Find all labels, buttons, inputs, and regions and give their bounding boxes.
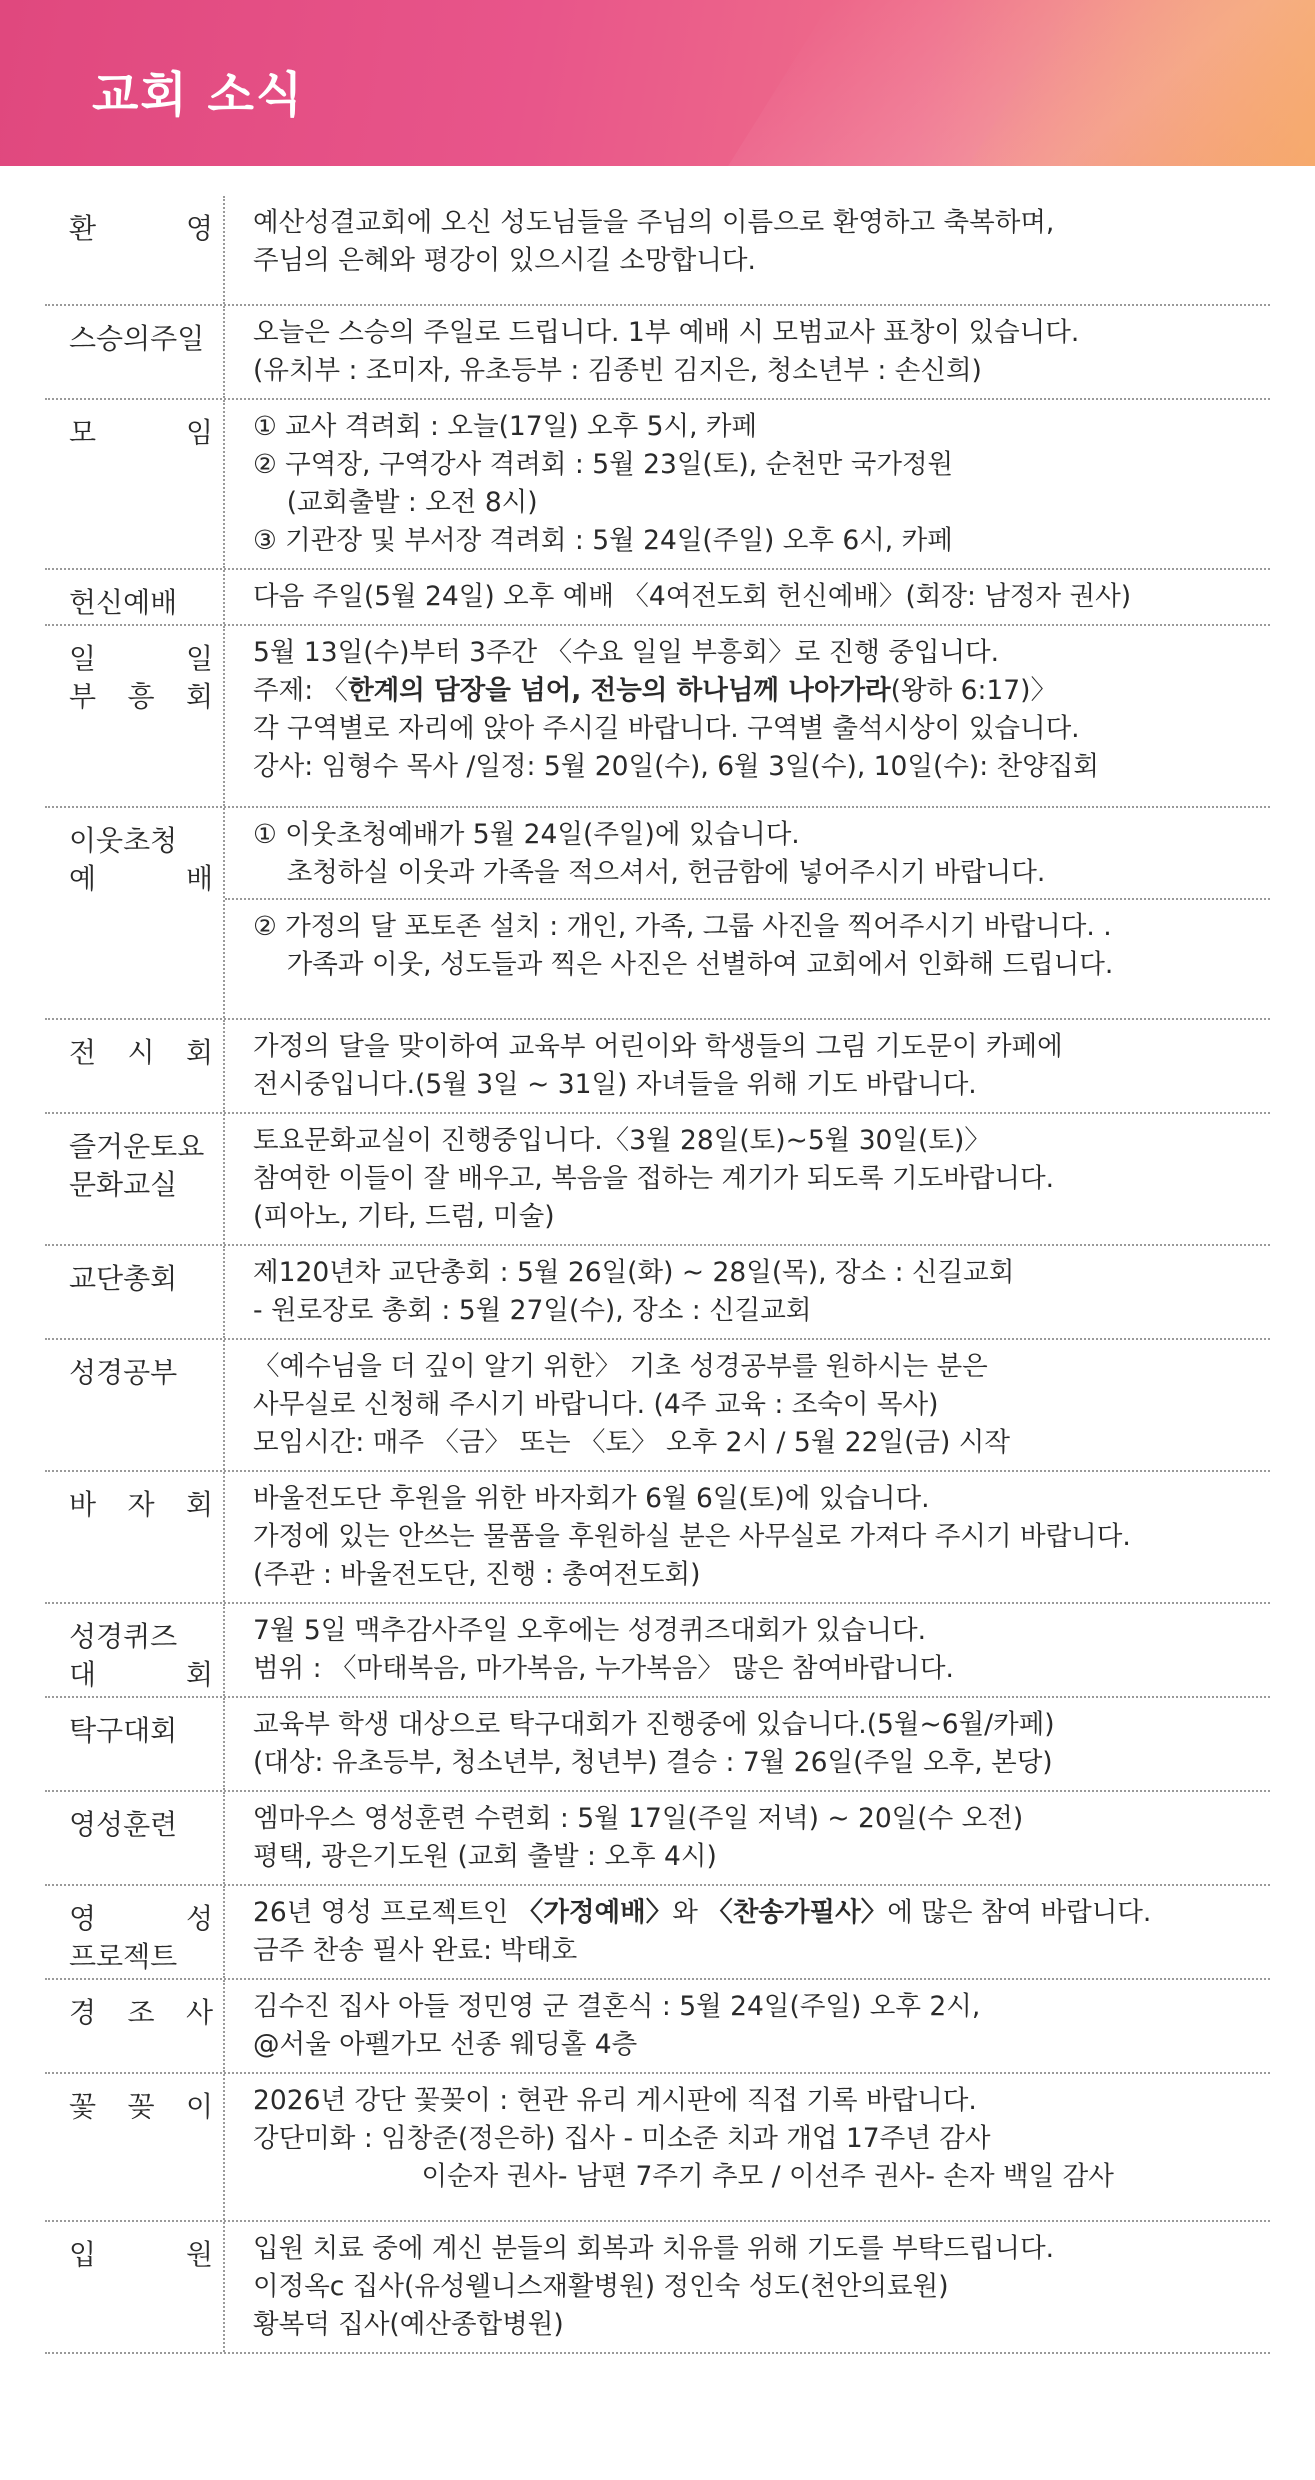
news-line: 제120년차 교단총회 : 5월 26일(화) ~ 28일(목), 장소 : 신길교회 [253,1257,1015,1288]
news-line: 평택, 광은기도원 (교회 출발 : 오후 4시) [253,1841,717,1872]
news-content [225,808,1270,1018]
news-label-line: 입 원 [69,2238,213,2271]
page-header [0,0,1315,166]
news-label [45,1980,225,2072]
news-label-line: 영성훈련 [69,1808,178,1841]
news-segment [253,1254,1270,1330]
news-line: 교육부 학생 대상으로 탁구대회가 진행중에 있습니다.(5월~6월/카페) [253,1709,1055,1740]
news-line: 이순자 권사- 남편 7주기 추모 / 이선주 권사- 손자 백일 감사 [253,2161,1114,2192]
news-line: (교회출발 : 오전 8시) [253,487,538,518]
news-content [225,1020,1270,1112]
news-line: ① 교사 격려회 : 오늘(17일) 오후 5시, 카페 [253,411,758,442]
news-label [45,570,225,624]
news-segment [253,1612,1270,1688]
news-line: 주님의 은혜와 평강이 있으시길 소망합니다. [253,245,756,276]
news-row [45,1980,1270,2074]
news-label-line: 대 회 [69,1658,213,1691]
news-label [45,1246,225,1338]
news-segment [253,314,1270,390]
news-line: 이정옥c 집사(유성웰니스재활병원) 정인숙 성도(천안의료원) [253,2271,949,2302]
news-label [45,400,225,568]
news-line: 범위 : 〈마태복음, 마가복음, 누가복음〉 많은 참여바랍니다. [253,1653,954,1684]
news-label [45,1604,225,1696]
news-segment [253,578,1270,616]
news-label-line: 환 영 [69,212,213,245]
news-label [45,1340,225,1470]
news-line: 강사: 임형수 목사 /일정: 5월 20일(수), 6월 3일(수), 10일(수): 찬양집회 [253,751,1100,782]
news-line: 초청하실 이웃과 가족을 적으셔서, 헌금함에 넣어주시기 바랍니다. [253,857,1046,888]
news-line: - 원로장로 총회 : 5월 27일(수), 장소 : 신길교회 [253,1295,812,1326]
news-content [225,1792,1270,1884]
news-list [45,196,1270,2354]
news-segment [253,408,1270,560]
news-line: 황복덕 집사(예산종합병원) [253,2309,564,2340]
news-label-line: 성경공부 [69,1356,178,1389]
news-content [225,1604,1270,1696]
news-content [225,2222,1270,2352]
news-content [225,306,1270,398]
news-row [45,808,1270,1020]
news-line: 금주 찬송 필사 완료: 박태호 [253,1935,578,1966]
news-label-line: 예 배 [69,862,213,895]
news-line: 7월 5일 맥추감사주일 오후에는 성경퀴즈대회가 있습니다. [253,1615,927,1646]
news-line: (주관 : 바울전도단, 진행 : 총여전도회) [253,1559,701,1590]
news-content [225,570,1270,624]
news-row [45,1020,1270,1114]
news-content [225,1246,1270,1338]
news-row [45,626,1270,808]
news-line: 주제: 〈한계의 담장을 넘어, 전능의 하나님께 나아가라(왕하 6:17)〉 [253,675,1057,706]
news-segment [253,2230,1270,2344]
news-line: 예산성결교회에 오신 성도님들을 주님의 이름으로 환영하고 축복하며, [253,207,1055,238]
news-label [45,2074,225,2220]
news-label-line: 탁구대회 [69,1714,178,1747]
news-line: 모임시간: 매주 〈금〉 또는 〈토〉 오후 2시 / 5월 22일(금) 시작 [253,1427,1010,1458]
news-row [45,306,1270,400]
news-line: 입원 치료 중에 계신 분들의 회복과 치유를 위해 기도를 부탁드립니다. [253,2233,1055,2264]
news-content [225,1886,1270,1978]
news-line: 강단미화 : 임창준(정은하) 집사 - 미소준 치과 개업 17주년 감사 [253,2123,991,2154]
news-row [45,1886,1270,1980]
news-content [225,1472,1270,1602]
news-line: ① 이웃초청예배가 5월 24일(주일)에 있습니다. [253,819,800,850]
news-line: 엠마우스 영성훈련 수련회 : 5월 17일(주일 저녁) ~ 20일(수 오전) [253,1803,1024,1834]
news-row [45,570,1270,626]
news-label-line: 경 조 사 [69,1996,213,2029]
news-segment [253,1706,1270,1782]
news-row [45,1698,1270,1792]
news-segment [253,1894,1270,1970]
news-line: 가정에 있는 안쓰는 물품을 후원하실 분은 사무실로 가져다 주시기 바랍니다. [253,1521,1131,1552]
news-line: @서울 아펠가모 선종 웨딩홀 4층 [253,2029,638,2060]
news-line: 김수진 집사 아들 정민영 군 결혼식 : 5월 24일(주일) 오후 2시, [253,1991,981,2022]
news-segment [253,1348,1270,1462]
news-line: 오늘은 스승의 주일로 드립니다. 1부 예배 시 모범교사 표창이 있습니다. [253,317,1080,348]
news-row [45,1472,1270,1604]
news-line: 사무실로 신청해 주시기 바랍니다. (4주 교육 : 조숙이 목사) [253,1389,939,1420]
news-label-line: 일 일 [69,642,213,675]
news-row [45,1246,1270,1340]
news-label-line: 이웃초청 [69,824,178,857]
news-label [45,1698,225,1790]
news-label-line: 바 자 회 [69,1488,213,1521]
news-content [225,1340,1270,1470]
news-label-line: 모 임 [69,416,213,449]
news-segment [253,1988,1270,2064]
news-line: 다음 주일(5월 24일) 오후 예배 〈4여전도회 헌신예배〉(회장: 남정자 권사) [253,581,1132,612]
news-label [45,1472,225,1602]
news-line: (대상: 유초등부, 청소년부, 청년부) 결승 : 7월 26일(주일 오후, 본당) [253,1747,1053,1778]
news-line: 각 구역별로 자리에 앉아 주시길 바랍니다. 구역별 출석시상이 있습니다. [253,713,1080,744]
news-line: 〈예수님을 더 깊이 알기 위한〉 기초 성경공부를 원하시는 분은 [253,1351,988,1382]
news-segment [253,2082,1270,2196]
news-label [45,808,225,1018]
news-label [45,306,225,398]
page-title: 교회 소식 [92,67,305,123]
news-line: (유치부 : 조미자, 유초등부 : 김종빈 김지은, 청소년부 : 손신희) [253,355,982,386]
news-line: 참여한 이들이 잘 배우고, 복음을 접하는 계기가 되도록 기도바랍니다. [253,1163,1055,1194]
news-row [45,1114,1270,1246]
news-line: (피아노, 기타, 드럼, 미술) [253,1201,555,1232]
news-row [45,2222,1270,2354]
news-content [225,400,1270,568]
news-label [45,2222,225,2352]
news-label-line: 교단총회 [69,1262,178,1295]
news-label-line: 꽃 꽂 이 [69,2090,213,2123]
news-line: ② 가정의 달 포토존 설치 : 개인, 가족, 그룹 사진을 찍어주시기 바랍니다. . [253,911,1112,942]
news-label-line: 즐거운토요 [69,1130,205,1163]
news-segment [253,1800,1270,1876]
news-line: ③ 기관장 및 부서장 격려회 : 5월 24일(주일) 오후 6시, 카페 [253,525,953,556]
news-segment [253,1028,1270,1104]
news-line: 26년 영성 프로젝트인 〈가정예배〉와 〈찬송가필사〉에 많은 참여 바랍니다. [253,1897,1152,1928]
news-line: 전시중입니다.(5월 3일 ~ 31일) 자녀들을 위해 기도 바랍니다. [253,1069,977,1100]
news-label-line: 성경퀴즈 [69,1620,178,1653]
news-label [45,1792,225,1884]
news-row [45,2074,1270,2222]
news-row [45,196,1270,306]
news-row [45,1604,1270,1698]
news-label [45,626,225,806]
news-label-line: 부 흥 회 [69,680,213,713]
news-label-line: 스승의주일 [69,322,205,355]
news-label-line: 헌신예배 [69,586,178,619]
news-line: 토요문화교실이 진행중입니다.〈3월 28일(토)~5월 30일(토)〉 [253,1125,991,1156]
news-label-line: 전 시 회 [69,1036,213,1069]
news-content [225,1698,1270,1790]
news-segment [225,898,1270,984]
news-label [45,1886,225,1978]
news-segment [253,634,1270,786]
news-label-line: 프로젝트 [69,1940,178,1973]
news-content [225,2074,1270,2220]
news-content [225,1114,1270,1244]
news-line: 2026년 강단 꽃꽂이 : 현관 유리 게시판에 직접 기록 바랍니다. [253,2085,977,2116]
news-content [225,1980,1270,2072]
news-content [225,626,1270,806]
news-line: ② 구역장, 구역강사 격려회 : 5월 23일(토), 순천만 국가정원 [253,449,954,480]
news-row [45,400,1270,570]
news-segment [253,1122,1270,1236]
news-label-line: 영 성 [69,1902,213,1935]
news-label [45,1020,225,1112]
news-row [45,1792,1270,1886]
news-label [45,1114,225,1244]
news-segment [253,1480,1270,1594]
news-row [45,1340,1270,1472]
news-line: 바울전도단 후원을 위한 바자회가 6월 6일(토)에 있습니다. [253,1483,930,1514]
news-label-line: 문화교실 [69,1168,178,1201]
news-content [225,196,1270,304]
news-label [45,196,225,304]
news-line: 5월 13일(수)부터 3주간 〈수요 일일 부흥회〉로 진행 중입니다. [253,637,1000,668]
news-line: 가정의 달을 맞이하여 교육부 어린이와 학생들의 그림 기도문이 카페에 [253,1031,1063,1062]
news-segment [253,816,1270,892]
news-segment [253,204,1270,280]
news-line: 가족과 이웃, 성도들과 찍은 사진은 선별하여 교회에서 인화해 드립니다. [253,949,1114,980]
